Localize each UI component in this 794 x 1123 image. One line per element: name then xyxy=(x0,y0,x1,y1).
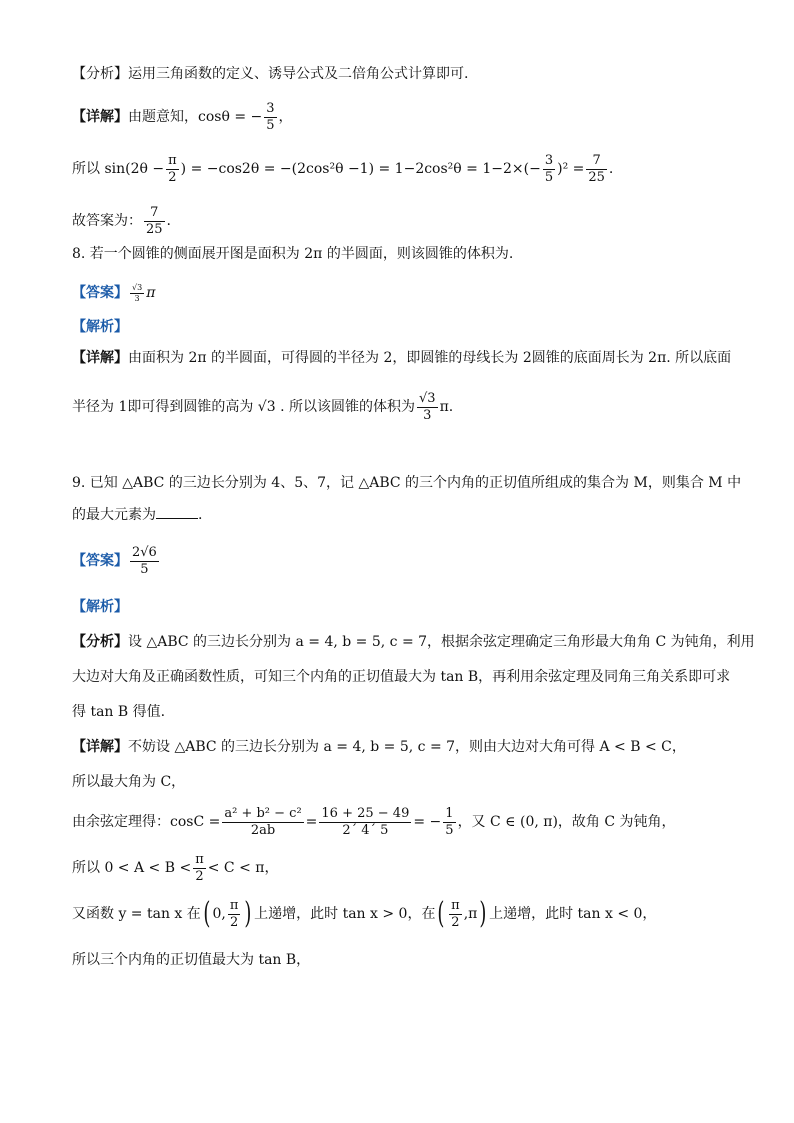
detail-text: 所以三个内角的正切值最大为 tan B， xyxy=(72,952,311,968)
detail-text: 又函数 y = tan x 在 xyxy=(72,906,201,923)
detail-text: 上递增，此时 tan x > 0，在 xyxy=(254,906,436,923)
answer-tag: 【答案】 xyxy=(72,285,128,302)
q9-detail-1 xyxy=(72,740,686,754)
fraction: $\frac{\pi}{2}$ xyxy=(168,153,177,185)
fraction: $\frac{√3}{3}$ xyxy=(419,391,436,423)
question-9-line-2: 的最大元素为 . xyxy=(72,507,203,523)
detail-text: < C < π， xyxy=(207,860,279,877)
formula-part: 所以 sin(2θ − xyxy=(72,161,165,178)
detail-line-2: 所以 sin(2θ − $\frac{\pi}{2}$ ) = −cos2θ = −(2cos²θ −1) = 1−2cos²θ = 1−2×(− $\frac{3}{5}$ )² = $\frac{7}{25}$ . xyxy=(72,153,614,185)
analysis-line xyxy=(72,67,468,81)
jiexi-tag: 【解析】 xyxy=(72,319,128,335)
fraction: $\frac{\pi}{2}$ xyxy=(229,898,239,930)
fraction: $\frac{√3}{3}$ xyxy=(132,283,143,303)
q9-detail-4 xyxy=(72,852,278,884)
fraction: $\frac{3}{5}$ xyxy=(266,101,275,133)
answer-label: 故答案为： xyxy=(72,213,142,230)
analysis-tag: 【分析】 xyxy=(72,634,128,650)
question-9-line-1 xyxy=(72,476,741,490)
q9-detail-2 xyxy=(72,775,185,789)
detail-text: 上递增，此时 tan x < 0， xyxy=(489,906,657,923)
answer-blank xyxy=(156,508,198,519)
q9-analysis-1 xyxy=(72,635,755,649)
q8-jiexi xyxy=(72,320,128,334)
fraction: $\frac{7}{25}$ xyxy=(146,205,163,237)
analysis-text: 得 tan B 得值. xyxy=(72,704,166,720)
q9-detail-5: 又函数 y = tan x 在( 0, $\frac{\pi}{2}$ ) 上递增，此时 tan x > 0，在( $\frac{\pi}{2}$ ,π) 上递增，此时 tan x < 0， xyxy=(72,896,657,932)
fraction: $\frac{7}{25}$ xyxy=(588,153,605,185)
analysis-text: 【分析】运用三角函数的定义、诱导公式及二倍角公式计算即可. xyxy=(72,66,469,82)
fraction: $\frac{3}{5}$ xyxy=(544,153,554,185)
question-text: 8. 若一个圆锥的侧面展开图是面积为 2π 的半圆面，则该圆锥的体积为. xyxy=(72,246,514,262)
detail-text: 所以最大角为 C， xyxy=(72,774,186,790)
detail-text: 不妨设 △ABC 的三边长分别为 a = 4, b = 5, c = 7，则由大边对大角可得 A < B < C， xyxy=(128,739,686,755)
analysis-text: 大边对大角及正确函数性质，可知三个内角的正切值最大为 tan B，再利用余弦定理及同角三角关系即可求 xyxy=(72,669,731,685)
detail-tag: 【详解】 xyxy=(72,739,128,755)
detail-text: 由余弦定理得：cosC = xyxy=(72,814,221,831)
detail-line-1: 【详解】由题意知，cosθ = − $\frac{3}{5}$ ， xyxy=(72,101,293,133)
fraction: $\frac{\pi}{2}$ xyxy=(451,898,460,930)
q8-detail-2: 半径为 1即可得到圆锥的高为 √3 . 所以该圆锥的体积为 $\frac{√3}{3}$ π. xyxy=(72,391,454,423)
q9-analysis-3 xyxy=(72,705,165,719)
detail-text: 由题意知，cosθ = − xyxy=(128,109,263,126)
question-text: 的最大元素为 xyxy=(72,507,156,523)
detail-text: 半径为 1即可得到圆锥的高为 √3 . 所以该圆锥的体积为 xyxy=(72,399,415,416)
answer-line-7: 故答案为： $\frac{7}{25}$ . xyxy=(72,205,171,237)
q9-detail-6 xyxy=(72,953,310,967)
fraction: $\frac{2√6}{5}$ xyxy=(132,545,157,577)
formula-part: ) = −cos2θ = −(2cos²θ −1) = 1−2cos²θ = 1−2×(− xyxy=(180,161,541,178)
q9-answer xyxy=(72,545,161,577)
analysis-text: 设 △ABC 的三边长分别为 a = 4, b = 5, c = 7，根据余弦定理确定三角形最大角角 C 为钝角，利用 xyxy=(128,634,755,650)
fraction: $\frac{16 + 25 - 49}{2´ 4´ 5}$ xyxy=(321,806,410,838)
detail-text: ，又 C ∈ (0, π)，故角 C 为钝角， xyxy=(457,814,676,831)
q8-answer: 【答案】 $\frac{√3}{3}$ π xyxy=(72,283,156,303)
detail-text: 由面积为 2π 的半圆面，可得圆的半径为 2，即圆锥的母线长为 2圆锥的底面周长为 2π. 所以底面 xyxy=(128,350,732,366)
fraction: $\frac{\text{a² + b² − c²}}{2ab}$ xyxy=(224,806,302,838)
jiexi-tag: 【解析】 xyxy=(72,599,128,615)
answer-tag: 【答案】 xyxy=(72,553,128,570)
detail-tag: 【详解】 xyxy=(72,350,128,366)
fraction: $\frac{1}{5}$ xyxy=(445,806,454,838)
q9-detail-3: 由余弦定理得：cosC = $\frac{\text{a² + b² − c²}}{2ab}$ = $\frac{16 + 25 - 49}{2´ 4´ 5}$ = − $\frac{1}{5}$ ，又 C ∈ (0, π)，故角 C 为钝角， xyxy=(72,806,676,838)
fraction: $\frac{\pi}{2}$ xyxy=(195,852,204,884)
question-text: 9. 已知 △ABC 的三边长分别为 4、5、7，记 △ABC 的三个内角的正切值所组成的集合为 M，则集合 M 中 xyxy=(72,475,742,491)
q8-detail-1 xyxy=(72,351,731,365)
q9-jiexi xyxy=(72,600,128,614)
q9-analysis-2 xyxy=(72,670,730,684)
question-8 xyxy=(72,247,513,261)
detail-tag: 【详解】 xyxy=(72,109,128,126)
detail-text: 所以 0 < A < B < xyxy=(72,860,192,877)
formula-part: )² = xyxy=(557,161,585,178)
